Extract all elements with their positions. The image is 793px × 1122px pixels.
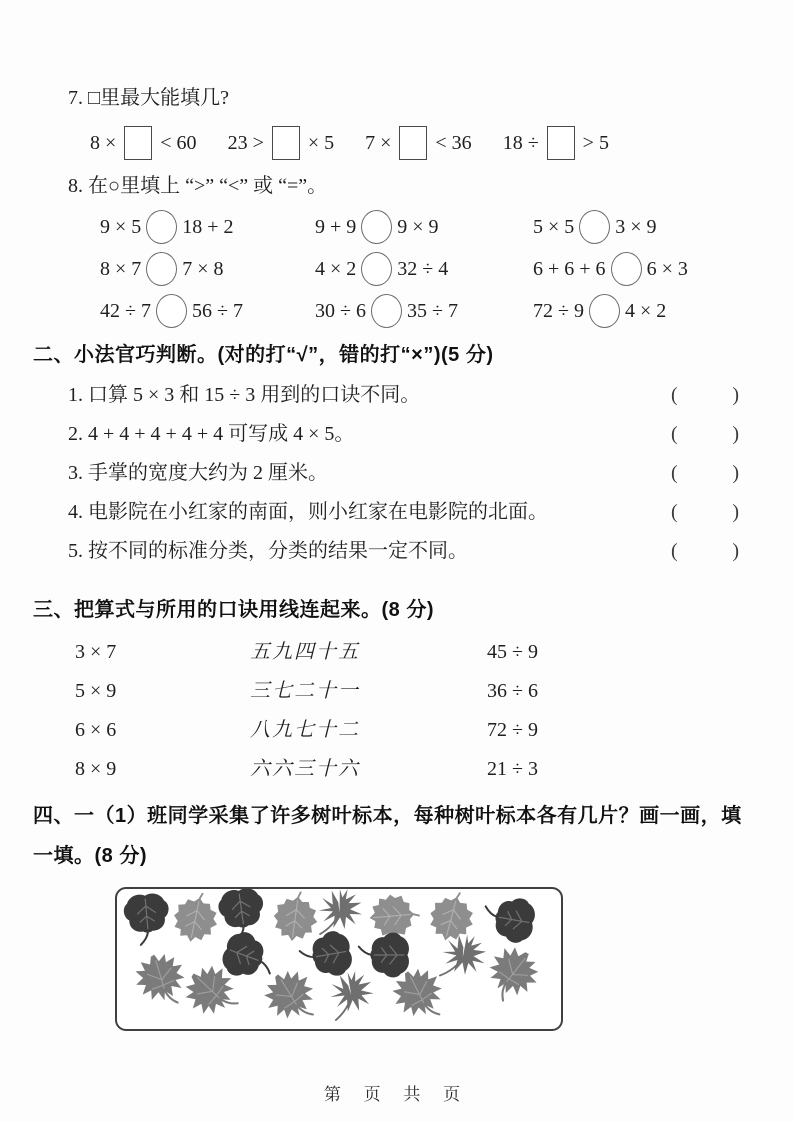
section-3-grid: [75, 641, 745, 781]
section-3-heading: 三、把算式与所用的口诀用线连起来。(8 分): [33, 599, 434, 621]
expression[interactable]: 21 ÷ 3: [487, 758, 538, 780]
answer-box[interactable]: [124, 126, 152, 160]
equation-right: < 60: [160, 131, 197, 154]
judgment-item: [68, 384, 745, 406]
equation: [228, 126, 335, 160]
section-2-judgment: [33, 341, 745, 579]
answer-circle[interactable]: [589, 294, 620, 328]
answer-circle[interactable]: [579, 210, 610, 244]
right-expression: 18 + 2: [182, 215, 234, 238]
comparison: [100, 210, 315, 244]
judgment-text: 4. 电影院在小红家的南面，则小红家在电影院的北面。: [68, 501, 548, 523]
comparison: [533, 252, 758, 286]
equation-left: 7 ×: [365, 131, 392, 154]
left-expression: 5 × 5: [533, 215, 575, 238]
left-expression: 6 + 6 + 6: [533, 257, 606, 280]
judgment-item: [68, 423, 745, 445]
equation-right: × 5: [307, 131, 335, 154]
section-4-leaves: [33, 796, 745, 1031]
right-expression: 6 × 3: [646, 257, 688, 280]
answer-parentheses[interactable]: [671, 423, 745, 445]
left-expression: 8 × 7: [100, 257, 142, 280]
expression[interactable]: 6 × 6: [75, 719, 117, 741]
right-expression: 35 ÷ 7: [406, 299, 458, 322]
paren-close: ): [732, 384, 739, 406]
answer-box[interactable]: [399, 126, 427, 160]
comparison: [315, 210, 533, 244]
equation-left: 8 ×: [90, 131, 117, 154]
answer-circle[interactable]: [156, 294, 187, 328]
equation-left: 18 ÷: [502, 131, 539, 154]
section-3-matching: [33, 596, 745, 781]
right-expression: 32 ÷ 4: [397, 257, 449, 280]
page-footer: 第 页 共 页: [323, 1085, 470, 1104]
answer-circle[interactable]: [371, 294, 402, 328]
paren-close: ): [732, 462, 739, 484]
answer-parentheses[interactable]: [671, 384, 745, 406]
expression[interactable]: 36 ÷ 6: [487, 680, 538, 702]
left-expression: 9 + 9: [315, 215, 357, 238]
left-expression: 30 ÷ 6: [315, 299, 366, 322]
expression[interactable]: 3 × 7: [75, 641, 117, 663]
right-expression: 56 ÷ 7: [191, 299, 243, 322]
right-expression: 4 × 2: [624, 299, 667, 322]
comparison: [315, 252, 533, 286]
formula-text[interactable]: 五九四十五: [250, 641, 360, 663]
paren-open: (: [671, 501, 678, 523]
answer-circle[interactable]: [611, 252, 642, 286]
leaf-jmaple-icon: [321, 967, 382, 1028]
right-expression: 9 × 9: [397, 215, 439, 238]
formula-text[interactable]: 三七二十一: [250, 680, 360, 702]
formula-text[interactable]: 八九七十二: [250, 719, 360, 741]
right-expression: 3 × 9: [615, 215, 657, 238]
answer-box[interactable]: [272, 126, 300, 160]
paren-open: (: [671, 462, 678, 484]
comparison: [100, 252, 315, 286]
question-8-prompt: 8. 在○里填上 “>” “<” 或 “=”。: [68, 175, 328, 197]
question-7-equations: [90, 126, 748, 160]
left-expression: 9 × 5: [100, 215, 142, 238]
answer-circle[interactable]: [361, 252, 392, 286]
answer-circle[interactable]: [361, 210, 392, 244]
judgment-item: [68, 501, 745, 523]
paren-close: ): [732, 501, 739, 523]
comparison: [533, 294, 758, 328]
expression[interactable]: 72 ÷ 9: [487, 719, 538, 741]
equation: [365, 126, 472, 160]
expression[interactable]: 45 ÷ 9: [487, 641, 538, 663]
judgment-item: [68, 540, 745, 562]
judgment-text: 5. 按不同的标准分类，分类的结果一定不同。: [68, 540, 468, 562]
question-7: [68, 86, 748, 160]
paren-open: (: [671, 384, 678, 406]
comparison: [533, 210, 758, 244]
paren-close: ): [732, 423, 739, 445]
left-expression: 42 ÷ 7: [100, 299, 151, 322]
answer-circle[interactable]: [146, 210, 177, 244]
right-expression: 7 × 8: [182, 257, 224, 280]
comparison: [100, 294, 315, 328]
comparison: [315, 294, 533, 328]
paren-open: (: [671, 423, 678, 445]
paren-open: (: [671, 540, 678, 562]
answer-box[interactable]: [547, 126, 575, 160]
left-expression: 4 × 2: [315, 257, 357, 280]
answer-parentheses[interactable]: [671, 462, 745, 484]
leaf-specimen-box: [115, 887, 563, 1031]
paren-close: ): [732, 540, 739, 562]
equation: [503, 126, 609, 160]
equation-right: < 36: [435, 131, 472, 154]
answer-parentheses[interactable]: [671, 540, 745, 562]
section-4-heading: 四、一（1）班同学采集了许多树叶标本，每种树叶标本各有几片？画一画，填一填。(8 分): [33, 805, 742, 867]
equation: [90, 126, 197, 160]
expression[interactable]: 8 × 9: [75, 758, 117, 780]
section-2-heading: 二、小法官巧判断。(对的打“√”，错的打“×”)(5 分): [33, 344, 494, 366]
answer-parentheses[interactable]: [671, 501, 745, 523]
equation-right: > 5: [582, 131, 609, 154]
expression[interactable]: 5 × 9: [75, 680, 117, 702]
judgment-text: 2. 4 + 4 + 4 + 4 + 4 可写成 4 × 5。: [68, 423, 355, 445]
question-8: [68, 174, 758, 328]
left-expression: 72 ÷ 9: [533, 299, 584, 322]
judgment-item: [68, 462, 745, 484]
question-7-prompt: 7. □里最大能填几?: [68, 87, 229, 109]
equation-left: 23 >: [227, 131, 264, 154]
question-8-grid: [100, 210, 758, 328]
formula-text[interactable]: 六六三十六: [250, 758, 360, 780]
section-2-items: [68, 384, 745, 562]
judgment-text: 1. 口算 5 × 3 和 15 ÷ 3 用到的口诀不同。: [68, 384, 421, 406]
answer-circle[interactable]: [146, 252, 177, 286]
judgment-text: 3. 手掌的宽度大约为 2 厘米。: [68, 462, 328, 484]
